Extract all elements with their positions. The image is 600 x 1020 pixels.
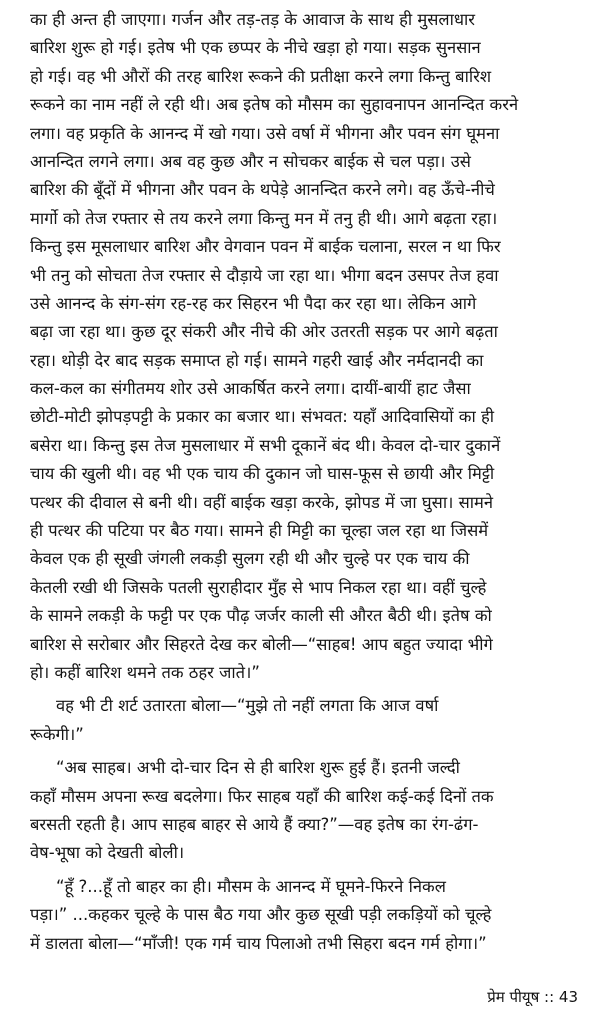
text-line: आनन्दित लगने लगा। अब वह कुछ और न सोचकर बाईक से चल पड़ा। उसे xyxy=(30,151,471,171)
text-line: बारिश से सरोबार और सिहरते देख कर बोली—“साहब! आप बहुत ज्यादा भीगे xyxy=(30,634,493,654)
text-line: के सामने लकड़ी के फट्टी पर एक पौढ़ जर्जर काली सी औरत बैठी थी। इतेष को xyxy=(30,606,492,626)
text-line: ही पत्थर की पटिया पर बैठ गया। सामने ही मिट्टी का चूल्हा जल रहा था जिसमें xyxy=(30,521,489,541)
text-line: पत्थर की दीवाल से बनी थी। वहीं बाईक खड़ा करके, झोपड में जा घुसा। सामने xyxy=(30,492,494,512)
text-line: चाय की खुली थी। वह भी एक चाय की दुकान जो घास-फूस से छायी और मिट्टी xyxy=(30,464,495,484)
body-text xyxy=(30,6,586,958)
text-line: पड़ा।” ...कहकर चूल्हे के पास बैठ गया और कुछ सूखी पड़ी लकड़ियों को चूल्हे xyxy=(30,905,492,925)
text-line: रहा। थोड़ी देर बाद सड़क समाप्त हो गई। सामने गहरी खाई और नर्मदानदी का xyxy=(30,350,484,370)
text-line: केवल एक ही सूखी जंगली लकड़ी सुलग रही थी और चुल्हे पर एक चाय की xyxy=(30,549,470,569)
text-line: रूकने का नाम नहीं ले रही थी। अब इतेष को मौसम का सुहावनापन आनन्दित करने xyxy=(30,95,519,115)
text-line: “हूँ ?...हूँ तो बाहर का ही। मौसम के आनन्द में घूमने-फिरने निकल xyxy=(56,876,446,896)
text-line: मार्गो को तेज रफ्तार से तय करने लगा किन्तु मन में तनु ही थी। आगे बढ़ता रहा। xyxy=(30,208,498,228)
text-line: लगा। वह प्रकृति के आनन्द में खो गया। उसे वर्षा में भीगना और पवन संग घूमना xyxy=(30,123,500,143)
text-line: बारिश की बूँदों में भीगना और पवन के थपेड़े आनन्दित करने लगे। वह ऊँचे-नीचे xyxy=(30,180,495,200)
text-line: कहाँ मौसम अपना रूख बदलेगा। फिर साहब यहाँ की बारिश कई-कई दिनों तक xyxy=(30,786,494,806)
text-line: बढ़ा जा रहा था। कुछ दूर संकरी और नीचे की ओर उतरती सड़क पर आगे बढ़ता xyxy=(30,322,498,342)
text-line: “अब साहब। अभी दो-चार दिन से ही बारिश शुरू हुई हैं। इतनी जल्दी xyxy=(56,758,460,778)
text-line: वह भी टी शर्ट उतारता बोला—“मुझे तो नहीं लगता कि आज वर्षा xyxy=(56,696,439,716)
text-line: का ही अन्त ही जाएगा। गर्जन और तड़-तड़ के आवाज के साथ ही मुसलाधार xyxy=(30,10,476,29)
text-line: हो गई। वह भी औरों की तरह बारिश रूकने की प्रतीक्षा करने लगा किन्तु बारिश xyxy=(30,66,492,86)
text-line: रूकेगी।” xyxy=(30,724,84,744)
text-line: केतली रखी थी जिसके पतली सुराहीदार मुँह से भाप निकल रहा था। वहीं चुल्हे xyxy=(30,577,487,597)
text-line: वेष-भूषा को देखती बोली। xyxy=(30,843,185,863)
text-line: छोटी-मोटी झोपड़पट्टी के प्रकार का बजार था। संभवत: यहाँ आदिवासियों का ही xyxy=(30,407,495,427)
page-footer: प्रेम पीयूष :: 43 xyxy=(487,988,578,1006)
text-line: भी तनु को सोचता तेज रफ्तार से दौड़ाये जा रहा था। भीगा बदन उसपर तेज हवा xyxy=(30,265,499,285)
text-line: बसेरा था। किन्तु इस तेज मुसलाधार में सभी दूकानें बंद थी। केवल दो-चार दुकानें xyxy=(30,435,501,455)
text-line: बारिश शुरू हो गई। इतेष भी एक छप्पर के नीचे खड़ा हो गया। सड़क सुनसान xyxy=(30,38,481,58)
text-line: उसे आनन्द के संग-संग रह-रह कर सिहरन भी पैदा कर रहा था। लेकिन आगे xyxy=(30,293,477,313)
text-line: कल-कल का संगीतमय शोर उसे आकर्षित करने लगा। दायीं-बायीं हाट जैसा xyxy=(30,379,471,399)
text-line: में डालता बोला—“माँजी! एक गर्म चाय पिलाओ तभी सिहरा बदन गर्म होगा।” xyxy=(30,933,487,953)
text-line: हो। कहीं बारिश थमने तक ठहर जाते।” xyxy=(30,662,260,682)
text-line: किन्तु इस मूसलाधार बारिश और वेगवान पवन में बाईक चलाना, सरल न था फिर xyxy=(30,237,501,257)
text-line: बरसती रहती है। आप साहब बाहर से आये हैं क्या?”—वह इतेष का रंग-ढंग- xyxy=(30,814,479,834)
